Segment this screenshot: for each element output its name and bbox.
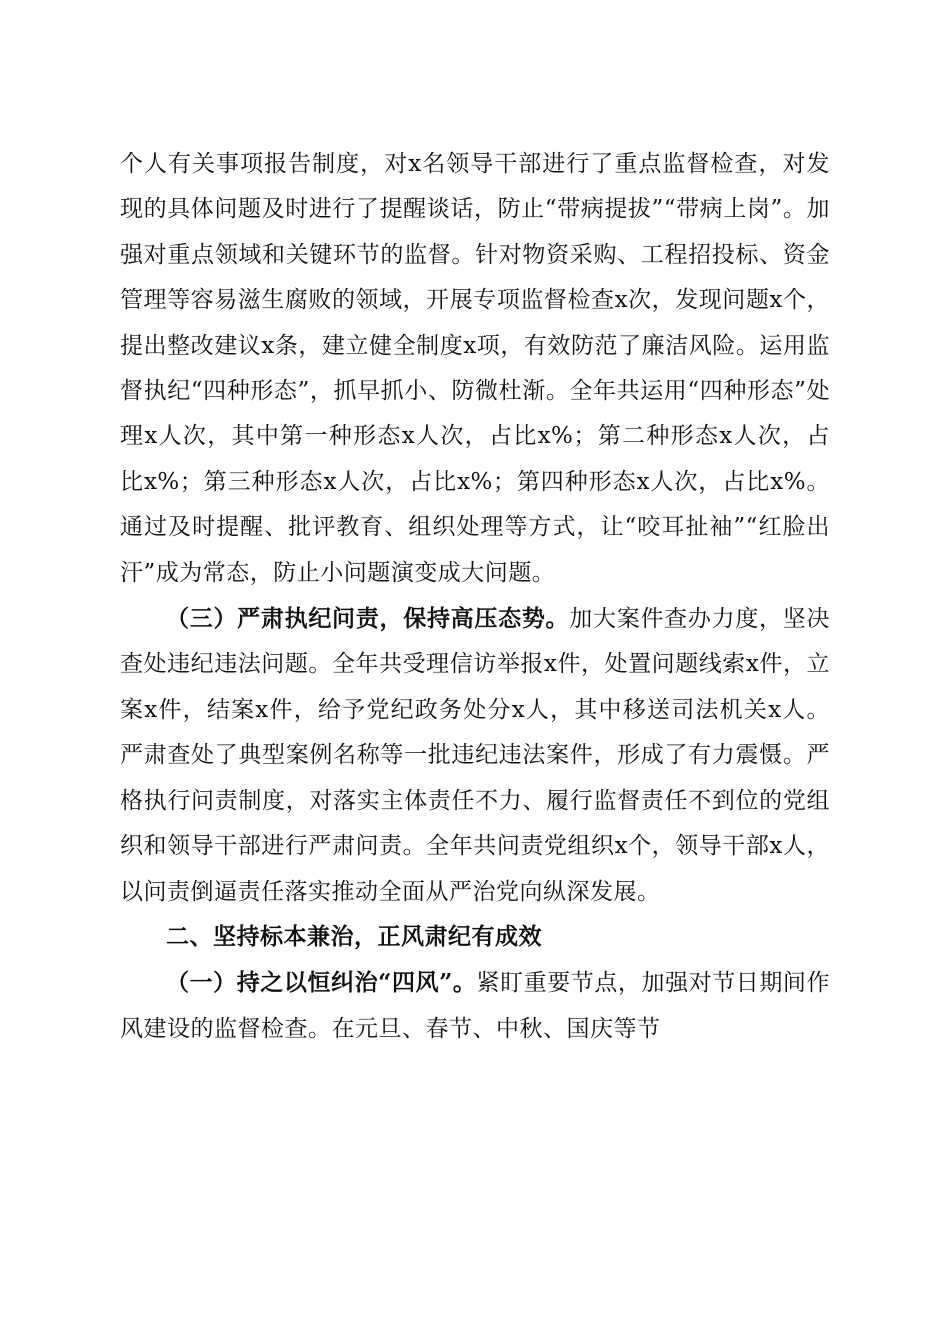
- paragraph-text: 个人有关事项报告制度，对x名领导干部进行了重点监督检查，对发现的具体问题及时进行了提醒谈话，防止“带病提拔”“带病上岗”。加强对重点领域和关键环节的监督。针对物资采购、工程招投标、资金管理等容易滋生腐败的领域，开展专项监督检查x次，发现问题x个，提出整改建议x条，建立健全制度x项，有效防范了廉洁风险。运用监督执纪“四种形态”，抓早抓小、防微杜渐。全年共运用“四种形态”处理x人次，其中第一种形态x人次，占比x%；第二种形态x人次，占比x%；第三种形态x人次，占比x%；第四种形态x人次，占比x%。通过及时提醒、批评教育、组织处理等方式，让“咬耳扯袖”“红脸出汗”成为常态，防止小问题演变成大问题。: [120, 151, 830, 586]
- document-body: [120, 142, 830, 1052]
- paragraph-text: 加大案件查办力度，坚决查处违纪违法问题。全年共受理信访举报x件，处置问题线索x件，立案x件，结案x件，给予党纪政务处分x人，其中移送司法机关x人。严肃查处了典型案例名称等一批违纪违法案件，形成了有力震慑。严格执行问责制度，对落实主体责任不力、履行监督责任不到位的党组织和领导干部进行严肃问责。全年共问责党组织x个，领导干部x人，以问责倒逼责任落实推动全面从严治党向纵深发展。: [120, 606, 831, 905]
- paragraph-supervision-continued: [120, 142, 830, 596]
- paragraph-discipline-accountability: [120, 596, 830, 915]
- paragraph-text: 紧盯重要节点，加强对节日期间作风建设的监督检查。在元旦、春节、中秋、国庆等节: [120, 970, 831, 1042]
- paragraph-lead-heading: （三）严肃执纪问责，保持高压态势。: [166, 605, 570, 633]
- section-heading: 二、坚持标本兼治，正风肃纪有成效: [166, 923, 542, 950]
- paragraph-lead-heading: （一）持之以恒纠治“四风”。: [166, 969, 477, 997]
- paragraph-four-winds: [120, 960, 830, 1052]
